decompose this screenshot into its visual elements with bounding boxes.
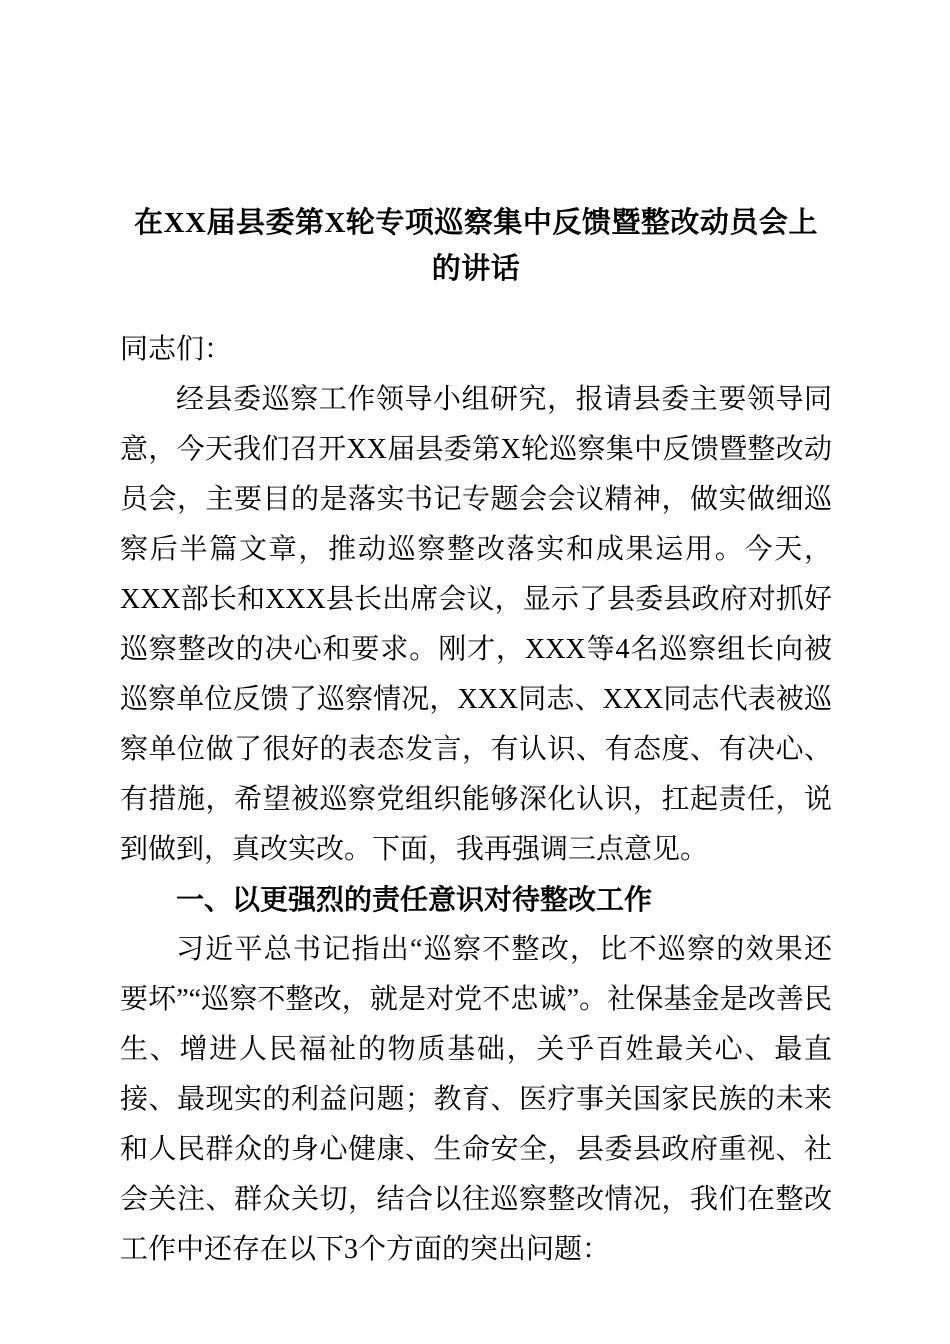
document-content <box>120 200 832 1275</box>
paragraph-opening: 经县委巡察工作领导小组研究，报请县委主要领导同意，今天我们召开XX届县委第X轮巡察集中反馈暨整改动员会，主要目的是落实书记专题会会议精神，做实做细巡察后半篇文章，推动巡察整改落实和成果运用。今天，XXX部长和XXX县长出席会议，显示了县委县政府对抓好巡察整改的决心和要求。刚才，XXX等4名巡察组长向被巡察单位反馈了巡察情况，XXX同志、XXX同志代表被巡察单位做了很好的表态发言，有认识、有态度、有决心、有措施，希望被巡察党组织能够深化认识，扛起责任，说到做到，真改实改。下面，我再强调三点意见。 <box>120 384 832 865</box>
paragraph-section-one: 习近平总书记指出“巡察不整改，比不巡察的效果还要坏”“巡察不整改，就是对党不忠诚”。社保基金是改善民生、增进人民福祉的物质基础，关乎百姓最关心、最直接、最现实的利益问题；教育、医疗事关国家民族的未来和人民群众的身心健康、生命安全，县委县政府重视、社会关注、群众关切，结合以往巡察整改情况，我们在整改工作中还存在以下3个方面的突出问题： <box>120 934 832 1265</box>
document-title: 在XX届县委第X轮专项巡察集中反馈暨整改动员会上的讲话 <box>134 207 818 285</box>
section-heading-one: 一、以更强烈的责任意识对待整改工作 <box>176 884 653 915</box>
salutation: 同志们： <box>120 334 233 365</box>
